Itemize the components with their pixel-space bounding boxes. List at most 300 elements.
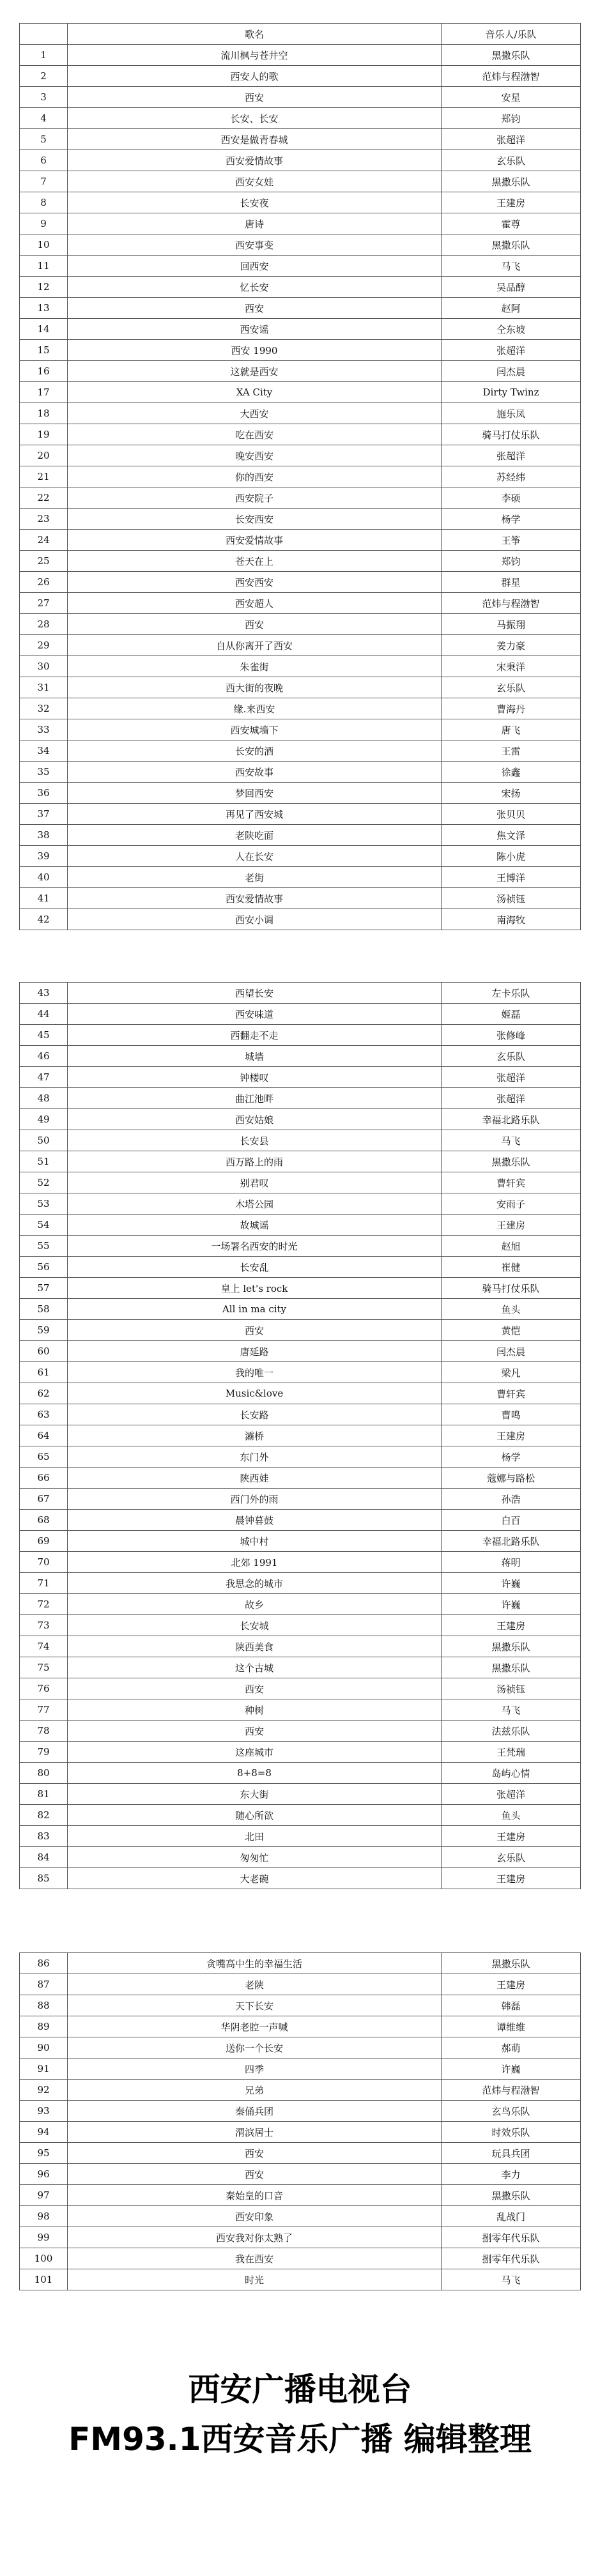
row-number: 69 — [20, 1531, 68, 1552]
song-title: 西万路上的雨 — [68, 1151, 442, 1172]
artist-name: 黑撒乐队 — [442, 1953, 581, 1974]
artist-name: 王建房 — [442, 1868, 581, 1889]
row-number: 42 — [20, 909, 68, 930]
table-row — [20, 150, 581, 171]
table-row — [20, 2185, 581, 2206]
artist-name: 黑撒乐队 — [442, 171, 581, 192]
artist-name: 韩磊 — [442, 1995, 581, 2016]
artist-name: 汤祯钰 — [442, 1678, 581, 1699]
song-title: XA City — [68, 382, 442, 403]
artist-name: 唐飞 — [442, 719, 581, 740]
artist-name: 范炜与程渤智 — [442, 2080, 581, 2101]
artist-name: 徐鑫 — [442, 762, 581, 783]
row-number: 93 — [20, 2101, 68, 2122]
row-number: 63 — [20, 1404, 68, 1425]
artist-name: 赵阿 — [442, 298, 581, 319]
row-number: 72 — [20, 1594, 68, 1615]
row-number: 73 — [20, 1615, 68, 1636]
song-title: 兄弟 — [68, 2080, 442, 2101]
song-title: 西安我对你太熟了 — [68, 2227, 442, 2248]
artist-name: 王建房 — [442, 1215, 581, 1236]
artist-name: 左卡乐队 — [442, 983, 581, 1004]
song-title: 我在西安 — [68, 2248, 442, 2269]
song-title: 渭滨居士 — [68, 2122, 442, 2143]
artist-name: 谭维维 — [442, 2016, 581, 2037]
table-row — [20, 983, 581, 1004]
song-title: 我的唯一 — [68, 1362, 442, 1383]
song-title: 老陕吃面 — [68, 825, 442, 846]
header-artist: 音乐人/乐队 — [442, 24, 581, 45]
song-title: 西安是做青春城 — [68, 129, 442, 150]
artist-name: 郝萌 — [442, 2037, 581, 2058]
row-number: 43 — [20, 983, 68, 1004]
song-title: 种树 — [68, 1699, 442, 1721]
artist-name: 蔻娜与路松 — [442, 1468, 581, 1489]
song-title: 陕西美食 — [68, 1636, 442, 1657]
artist-name: 鱼头 — [442, 1805, 581, 1826]
row-number: 50 — [20, 1130, 68, 1151]
row-number: 90 — [20, 2037, 68, 2058]
table-row — [20, 846, 581, 867]
song-title: 天下长安 — [68, 1995, 442, 2016]
artist-name: 黑撒乐队 — [442, 45, 581, 66]
row-number: 47 — [20, 1067, 68, 1088]
row-number: 32 — [20, 698, 68, 719]
table-body-2 — [20, 983, 581, 1889]
table-row — [20, 1489, 581, 1510]
table-row — [20, 1257, 581, 1278]
table-row — [20, 1446, 581, 1468]
row-number: 40 — [20, 867, 68, 888]
artist-name: 曹鸣 — [442, 1404, 581, 1425]
table-row — [20, 403, 581, 424]
row-number: 36 — [20, 783, 68, 804]
artist-name: 梁凡 — [442, 1362, 581, 1383]
row-number: 55 — [20, 1236, 68, 1257]
artist-name: 许巍 — [442, 1594, 581, 1615]
song-title: 西安 — [68, 2164, 442, 2185]
song-title: 西安西安 — [68, 572, 442, 593]
row-number: 8 — [20, 192, 68, 213]
table-row — [20, 66, 581, 87]
song-title: 老陕 — [68, 1974, 442, 1995]
artist-name: 李力 — [442, 2164, 581, 2185]
song-title: 缘.来西安 — [68, 698, 442, 719]
table-row — [20, 319, 581, 340]
artist-name: 姬磊 — [442, 1004, 581, 1025]
table-row — [20, 340, 581, 361]
table-row — [20, 1025, 581, 1046]
table-row — [20, 1552, 581, 1573]
artist-name: 焦文泽 — [442, 825, 581, 846]
song-title: 皇上 let's rock — [68, 1278, 442, 1299]
artist-name: 南海牧 — [442, 909, 581, 930]
artist-name: 群星 — [442, 572, 581, 593]
song-title: 长安乱 — [68, 1257, 442, 1278]
row-number: 71 — [20, 1573, 68, 1594]
song-title: 8+8=8 — [68, 1763, 442, 1784]
song-title: 西安印象 — [68, 2206, 442, 2227]
artist-name: 玄乐队 — [442, 1046, 581, 1067]
table-row — [20, 213, 581, 234]
row-number: 28 — [20, 614, 68, 635]
artist-name: 郑钧 — [442, 108, 581, 129]
table-row — [20, 1974, 581, 1995]
row-number: 82 — [20, 1805, 68, 1826]
song-title: 自从你离开了西安 — [68, 635, 442, 656]
artist-name: 鱼头 — [442, 1299, 581, 1320]
row-number: 5 — [20, 129, 68, 150]
song-title: 曲江池畔 — [68, 1088, 442, 1109]
table-row — [20, 888, 581, 909]
song-title: 北田 — [68, 1826, 442, 1847]
table-row — [20, 1995, 581, 2016]
table-row — [20, 1130, 581, 1151]
song-title: 灞桥 — [68, 1425, 442, 1446]
row-number: 88 — [20, 1995, 68, 2016]
song-title: 西门外的雨 — [68, 1489, 442, 1510]
row-number: 20 — [20, 445, 68, 466]
row-number: 66 — [20, 1468, 68, 1489]
table-row — [20, 361, 581, 382]
song-title: 西安院子 — [68, 487, 442, 509]
table-row — [20, 2037, 581, 2058]
table-row — [20, 2164, 581, 2185]
row-number: 37 — [20, 804, 68, 825]
row-number: 48 — [20, 1088, 68, 1109]
table-row — [20, 1046, 581, 1067]
artist-name: 王博洋 — [442, 867, 581, 888]
song-title: 大西安 — [68, 403, 442, 424]
song-title: 木塔公园 — [68, 1193, 442, 1215]
table-row — [20, 1067, 581, 1088]
row-number: 33 — [20, 719, 68, 740]
row-number: 23 — [20, 509, 68, 530]
row-number: 94 — [20, 2122, 68, 2143]
row-number: 30 — [20, 656, 68, 677]
table-row — [20, 698, 581, 719]
table-row — [20, 1236, 581, 1257]
song-title: 贪嘴高中生的幸福生活 — [68, 1953, 442, 1974]
artist-name: 黑撒乐队 — [442, 1636, 581, 1657]
artist-name: 吴品醇 — [442, 277, 581, 298]
row-number: 80 — [20, 1763, 68, 1784]
song-title: 西安味道 — [68, 1004, 442, 1025]
row-number: 74 — [20, 1636, 68, 1657]
artist-name: 张修峰 — [442, 1025, 581, 1046]
table-row — [20, 382, 581, 403]
row-number: 99 — [20, 2227, 68, 2248]
table-row — [20, 1805, 581, 1826]
artist-name: 马飞 — [442, 1130, 581, 1151]
artist-name: 张超洋 — [442, 1067, 581, 1088]
table-row — [20, 1215, 581, 1236]
artist-name: 张超洋 — [442, 129, 581, 150]
song-title: 西安 — [68, 1721, 442, 1742]
row-number: 15 — [20, 340, 68, 361]
table-row — [20, 1172, 581, 1193]
artist-name: 骑马打仗乐队 — [442, 424, 581, 445]
song-title: 晨钟暮鼓 — [68, 1510, 442, 1531]
footer-editor-credit: FM93.1西安音乐广播 编辑整理 — [68, 2421, 532, 2458]
artist-name: 幸福北路乐队 — [442, 1109, 581, 1130]
table-row — [20, 234, 581, 256]
table-row — [20, 572, 581, 593]
artist-name: 霍尊 — [442, 213, 581, 234]
artist-name: 马飞 — [442, 1699, 581, 1721]
song-title: 西安事变 — [68, 234, 442, 256]
row-number: 84 — [20, 1847, 68, 1868]
song-title: 东大街 — [68, 1784, 442, 1805]
artist-name: 捌零年代乐队 — [442, 2227, 581, 2248]
table-row — [20, 635, 581, 656]
song-title: 吃在西安 — [68, 424, 442, 445]
row-number: 79 — [20, 1742, 68, 1763]
row-number: 14 — [20, 319, 68, 340]
table-row — [20, 192, 581, 213]
row-number: 21 — [20, 466, 68, 487]
table-row — [20, 445, 581, 466]
artist-name: 闫杰晨 — [442, 361, 581, 382]
row-number: 53 — [20, 1193, 68, 1215]
song-title: 大老碗 — [68, 1868, 442, 1889]
table-row — [20, 1826, 581, 1847]
artist-name: 黑撒乐队 — [442, 234, 581, 256]
song-title: 再见了西安城 — [68, 804, 442, 825]
song-title: All in ma city — [68, 1299, 442, 1320]
row-number: 17 — [20, 382, 68, 403]
row-number: 59 — [20, 1320, 68, 1341]
row-number: 34 — [20, 740, 68, 762]
table-row — [20, 530, 581, 551]
artist-name: 王筝 — [442, 530, 581, 551]
table-row — [20, 1510, 581, 1531]
table-row — [20, 509, 581, 530]
table-row — [20, 2122, 581, 2143]
table-row — [20, 2143, 581, 2164]
table-row — [20, 1341, 581, 1362]
table-row — [20, 1383, 581, 1404]
table-row — [20, 719, 581, 740]
table-row — [20, 1763, 581, 1784]
table-row — [20, 2016, 581, 2037]
table-row — [20, 1004, 581, 1025]
song-title: 送你一个长安 — [68, 2037, 442, 2058]
row-number: 13 — [20, 298, 68, 319]
song-table-part-2 — [19, 982, 581, 1889]
artist-name: 白百 — [442, 1510, 581, 1531]
artist-name: 曹轩宾 — [442, 1383, 581, 1404]
table-row — [20, 1721, 581, 1742]
row-number: 65 — [20, 1446, 68, 1468]
row-number: 85 — [20, 1868, 68, 1889]
row-number: 68 — [20, 1510, 68, 1531]
song-title: 西望长安 — [68, 983, 442, 1004]
artist-name: 杨学 — [442, 509, 581, 530]
row-number: 92 — [20, 2080, 68, 2101]
artist-name: 王建房 — [442, 1974, 581, 1995]
song-title: 西安姑娘 — [68, 1109, 442, 1130]
row-number: 1 — [20, 45, 68, 66]
table-row — [20, 108, 581, 129]
footer-station-name: 西安广播电视台 — [188, 2371, 412, 2408]
artist-name: 马飞 — [442, 2269, 581, 2290]
artist-name: 马振翔 — [442, 614, 581, 635]
table-body-1 — [20, 45, 581, 930]
table-row — [20, 1953, 581, 1974]
artist-name: 李硕 — [442, 487, 581, 509]
artist-name: 许巍 — [442, 2058, 581, 2080]
row-number: 91 — [20, 2058, 68, 2080]
row-number: 62 — [20, 1383, 68, 1404]
artist-name: 法兹乐队 — [442, 1721, 581, 1742]
artist-name: 黑撒乐队 — [442, 1151, 581, 1172]
table-row — [20, 1151, 581, 1172]
table-row — [20, 87, 581, 108]
row-number: 11 — [20, 256, 68, 277]
song-title: 苍天在上 — [68, 551, 442, 572]
row-number: 31 — [20, 677, 68, 698]
song-title: 长安城 — [68, 1615, 442, 1636]
table-row — [20, 783, 581, 804]
song-title: 朱雀街 — [68, 656, 442, 677]
row-number: 39 — [20, 846, 68, 867]
song-title: 城墙 — [68, 1046, 442, 1067]
song-title: 华阴老腔一声喊 — [68, 2016, 442, 2037]
row-number: 54 — [20, 1215, 68, 1236]
song-title: 忆长安 — [68, 277, 442, 298]
artist-name: 张超洋 — [442, 1088, 581, 1109]
artist-name: 马飞 — [442, 256, 581, 277]
artist-name: 曹轩宾 — [442, 1172, 581, 1193]
song-title: Music&love — [68, 1383, 442, 1404]
header-number — [20, 24, 68, 45]
row-number: 97 — [20, 2185, 68, 2206]
song-title: 西安 — [68, 1678, 442, 1699]
song-title: 晚安西安 — [68, 445, 442, 466]
table-row — [20, 1847, 581, 1868]
song-title: 东门外 — [68, 1446, 442, 1468]
table-row — [20, 1636, 581, 1657]
table-row — [20, 677, 581, 698]
song-title: 西安谣 — [68, 319, 442, 340]
table-row — [20, 1193, 581, 1215]
table-row — [20, 804, 581, 825]
row-number: 89 — [20, 2016, 68, 2037]
song-title: 梦回西安 — [68, 783, 442, 804]
header-song-title: 歌名 — [68, 24, 442, 45]
artist-name: 安雨子 — [442, 1193, 581, 1215]
row-number: 22 — [20, 487, 68, 509]
artist-name: 玄乐队 — [442, 150, 581, 171]
table-row — [20, 487, 581, 509]
table-row — [20, 2227, 581, 2248]
artist-name: 杨学 — [442, 1446, 581, 1468]
table-row — [20, 740, 581, 762]
song-table-part-1 — [19, 23, 581, 930]
table-row — [20, 614, 581, 635]
artist-name: 曹海丹 — [442, 698, 581, 719]
artist-name: 赵旭 — [442, 1236, 581, 1257]
artist-name: 范炜与程渤智 — [442, 593, 581, 614]
song-title: 西安 1990 — [68, 340, 442, 361]
song-title: 四季 — [68, 2058, 442, 2080]
row-number: 101 — [20, 2269, 68, 2290]
song-title: 西安爱情故事 — [68, 150, 442, 171]
table-row — [20, 551, 581, 572]
song-title: 长安西安 — [68, 509, 442, 530]
song-title: 这就是西安 — [68, 361, 442, 382]
artist-name: 郑钧 — [442, 551, 581, 572]
row-number: 60 — [20, 1341, 68, 1362]
song-title: 钟楼叹 — [68, 1067, 442, 1088]
row-number: 58 — [20, 1299, 68, 1320]
table-row — [20, 2248, 581, 2269]
table-row — [20, 1594, 581, 1615]
song-title: 别君叹 — [68, 1172, 442, 1193]
song-title: 这个古城 — [68, 1657, 442, 1678]
artist-name: 施乐凤 — [442, 403, 581, 424]
row-number: 25 — [20, 551, 68, 572]
song-title: 长安路 — [68, 1404, 442, 1425]
row-number: 16 — [20, 361, 68, 382]
row-number: 49 — [20, 1109, 68, 1130]
table-row — [20, 1320, 581, 1341]
table-row — [20, 1657, 581, 1678]
song-title: 流川枫与苍井空 — [68, 45, 442, 66]
table-row — [20, 1278, 581, 1299]
artist-name: 王建房 — [442, 192, 581, 213]
artist-name: Dirty Twinz — [442, 382, 581, 403]
song-title: 匆匆忙 — [68, 1847, 442, 1868]
row-number: 86 — [20, 1953, 68, 1974]
artist-name: 汤祯钰 — [442, 888, 581, 909]
row-number: 45 — [20, 1025, 68, 1046]
artist-name: 时效乐队 — [442, 2122, 581, 2143]
song-title: 西安城墙下 — [68, 719, 442, 740]
table-row — [20, 171, 581, 192]
row-number: 51 — [20, 1151, 68, 1172]
song-title: 随心所欲 — [68, 1805, 442, 1826]
song-title: 西翻走不走 — [68, 1025, 442, 1046]
row-number: 67 — [20, 1489, 68, 1510]
song-title: 西安爱情故事 — [68, 530, 442, 551]
row-number: 6 — [20, 150, 68, 171]
artist-name: 张超洋 — [442, 1784, 581, 1805]
row-number: 3 — [20, 87, 68, 108]
artist-name: 姜力豪 — [442, 635, 581, 656]
table-body-3 — [20, 1953, 581, 2290]
table-row — [20, 1425, 581, 1446]
row-number: 96 — [20, 2164, 68, 2185]
row-number: 64 — [20, 1425, 68, 1446]
artist-name: 乱战门 — [442, 2206, 581, 2227]
artist-name: 岛屿心情 — [442, 1763, 581, 1784]
row-number: 75 — [20, 1657, 68, 1678]
table-row — [20, 2269, 581, 2290]
row-number: 27 — [20, 593, 68, 614]
song-title: 长安夜 — [68, 192, 442, 213]
row-number: 9 — [20, 213, 68, 234]
song-title: 回西安 — [68, 256, 442, 277]
table-row — [20, 1299, 581, 1320]
song-title: 西安 — [68, 614, 442, 635]
row-number: 81 — [20, 1784, 68, 1805]
artist-name: 仝东坡 — [442, 319, 581, 340]
table-row — [20, 1868, 581, 1889]
row-number: 10 — [20, 234, 68, 256]
table-row — [20, 2058, 581, 2080]
